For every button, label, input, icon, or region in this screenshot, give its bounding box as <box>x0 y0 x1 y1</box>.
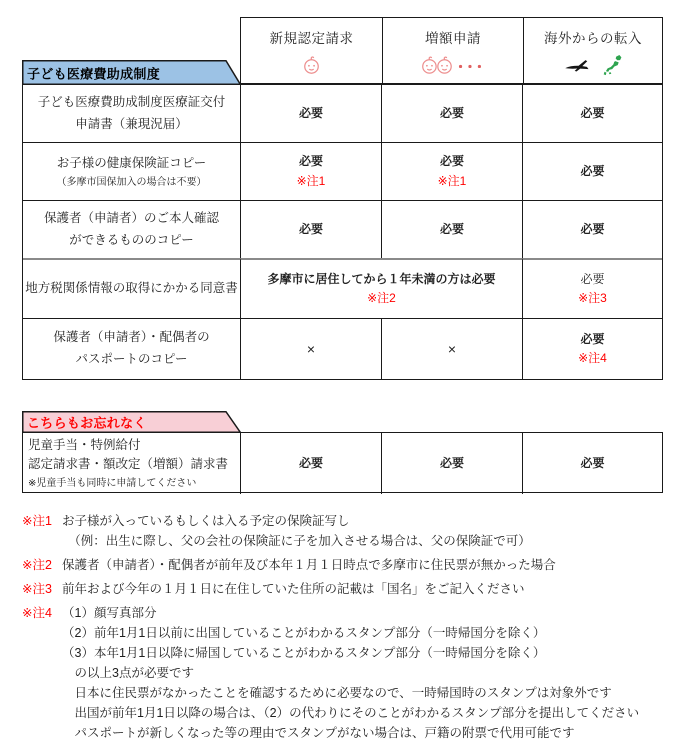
table-cell <box>381 142 522 200</box>
table-cell <box>522 142 662 200</box>
row-label-line: 児童手当・特例給付 <box>28 438 141 452</box>
table-cell <box>381 318 522 379</box>
footnote-line: （2）前年1月1日以前に出国していることがわかるスタンプ部分（一時帰国分を除く） <box>62 626 546 640</box>
footnote-lines <box>62 555 678 575</box>
cell-value: 必要 <box>439 154 464 169</box>
table-cell <box>522 258 662 318</box>
footnote-line: （1）顔写真部分 <box>62 606 157 620</box>
table-cell <box>240 258 522 318</box>
table-cell <box>522 433 662 494</box>
note-reference: ※注4 <box>578 351 607 365</box>
table-cell <box>522 318 662 379</box>
japan-map-icon <box>600 54 623 77</box>
table-cell <box>381 85 522 142</box>
table-cell <box>522 200 662 258</box>
footnote-lines <box>62 603 678 743</box>
footnote-line: パスポートが新しくなった等の理由でスタンプがない場合は、戸籍の附票で代用可能です <box>62 726 575 740</box>
table-cell <box>522 85 662 142</box>
cell-value: 必要 <box>580 331 605 346</box>
row-label-subnote: （多摩市国保加入の場合は不要） <box>56 176 207 188</box>
baby-icon <box>302 56 321 75</box>
cell-value: 必要 <box>439 221 464 236</box>
row-label-line: 認定請求書・額改定（増額）請求書 <box>28 457 229 472</box>
section-tab-child-medical-subsidy <box>22 60 241 85</box>
footnote-2 <box>22 555 678 575</box>
cell-value: 必要 <box>439 105 464 120</box>
note-reference: ※注1 <box>296 173 326 188</box>
child-allowance-table-body <box>22 432 663 493</box>
row-label-line: 保護者（申請者）・配偶者の <box>53 330 210 345</box>
airplane-japan-icon <box>564 55 623 76</box>
section-tab-dont-forget <box>22 411 241 433</box>
table-cell <box>240 318 381 379</box>
table-cell <box>381 200 522 258</box>
cell-value: 必要 <box>298 105 323 120</box>
footnote-line: （例：出生に際し、父の会社の保険証に子を加入させる場合は、父の保険証で可） <box>62 534 531 548</box>
row-label-line: ができるもののコピー <box>69 232 194 247</box>
cell-value: 必要 <box>439 455 464 470</box>
cell-value: 必要 <box>580 105 605 120</box>
footnote-line: 出国が前年1月1日以降の場合は、（2）の代わりにそのことがわかるスタンプ部分を提出してください <box>62 706 640 720</box>
footnote-ref: ※注2 <box>22 558 52 572</box>
row-label <box>23 433 240 494</box>
footnote-ref: ※注4 <box>22 606 52 620</box>
row-label <box>23 258 240 318</box>
cell-value: 必要 <box>298 154 323 169</box>
section-title: こちらもお忘れなく <box>27 415 147 431</box>
column-header-3 <box>523 18 662 83</box>
requirements-table-header <box>240 17 663 84</box>
cell-value: 必要 <box>298 455 323 470</box>
footnote-line: （3）本年1月1日以降に帰国していることがわかるスタンプ部分（一時帰国分を除く） <box>62 646 546 660</box>
row-label-subnote: ※児童手当も同時に申請してください <box>28 477 197 489</box>
column-header-label: 海外からの転入 <box>544 31 642 46</box>
row-label-line: 子ども医療費助成制度医療証交付 <box>37 94 226 109</box>
row-label-line: お子様の健康保険証コピー <box>56 156 207 171</box>
row-label <box>23 142 240 200</box>
footnote-line: お子様が入っているもしくは入る予定の保険証写し <box>62 514 350 528</box>
table-cell <box>240 142 381 200</box>
cell-value: 必要 <box>580 163 605 178</box>
note-reference: ※注2 <box>367 291 396 305</box>
babies-ellipsis-icon <box>420 55 486 76</box>
footnote-line: 保護者（申請者）・配偶者が前年及び本年１月１日時点で多摩市に住民票が無かった場合 <box>62 558 556 572</box>
row-label-line: 地方税関係情報の取得にかかる同意書 <box>25 281 238 296</box>
row-label-line: 保護者（申請者）のご本人確認 <box>43 210 219 225</box>
note-reference: ※注3 <box>578 291 607 305</box>
footnote-ref: ※注3 <box>22 582 52 596</box>
table-cell <box>240 433 381 494</box>
row-label-line: 申請書（兼現況届） <box>75 116 188 131</box>
row-label-line: パスポートのコピー <box>75 352 188 366</box>
column-header-label: 新規認定請求 <box>269 31 354 46</box>
cell-value: 必要 <box>580 221 605 236</box>
note-reference: ※注1 <box>437 173 467 188</box>
cell-value: 多摩市に居住してから１年未満の方は必要 <box>267 271 496 286</box>
table-cell <box>381 433 522 494</box>
footnote-1 <box>22 511 678 551</box>
requirements-table-body <box>22 84 663 380</box>
footnote-line: 日本に住民票がなかったことを確認するために必要なので、一時帰国時のスタンプは対象外です <box>62 686 612 700</box>
table-cell <box>240 200 381 258</box>
column-header-2 <box>382 18 523 83</box>
baby-icon <box>302 55 321 76</box>
babies-ellipsis-icon <box>420 56 486 75</box>
table-cell <box>240 85 381 142</box>
footnote-lines <box>62 511 678 551</box>
cell-value: 必要 <box>580 455 605 470</box>
row-label <box>23 200 240 258</box>
footnote-ref: ※注1 <box>22 514 52 528</box>
section-title: 子ども医療費助成制度 <box>27 66 161 81</box>
footnote-lines <box>62 579 678 599</box>
row-label <box>23 85 240 142</box>
cell-value: × <box>306 340 316 357</box>
column-header-label: 増額申請 <box>425 31 481 46</box>
cell-value: × <box>447 340 457 357</box>
cell-value: 必要 <box>298 221 323 236</box>
footnote-4 <box>22 603 678 743</box>
airplane-icon <box>564 58 590 74</box>
footnote-line: 前年および今年の１月１日に在住していた住所の記載は「国名」をご記入ください <box>62 582 525 596</box>
footnote-line: の以上3点が必要です <box>62 666 194 680</box>
column-header-1 <box>241 18 382 83</box>
cell-value: 必要 <box>580 271 605 286</box>
row-label <box>23 318 240 379</box>
footnote-3 <box>22 579 678 599</box>
footnotes <box>22 511 678 747</box>
